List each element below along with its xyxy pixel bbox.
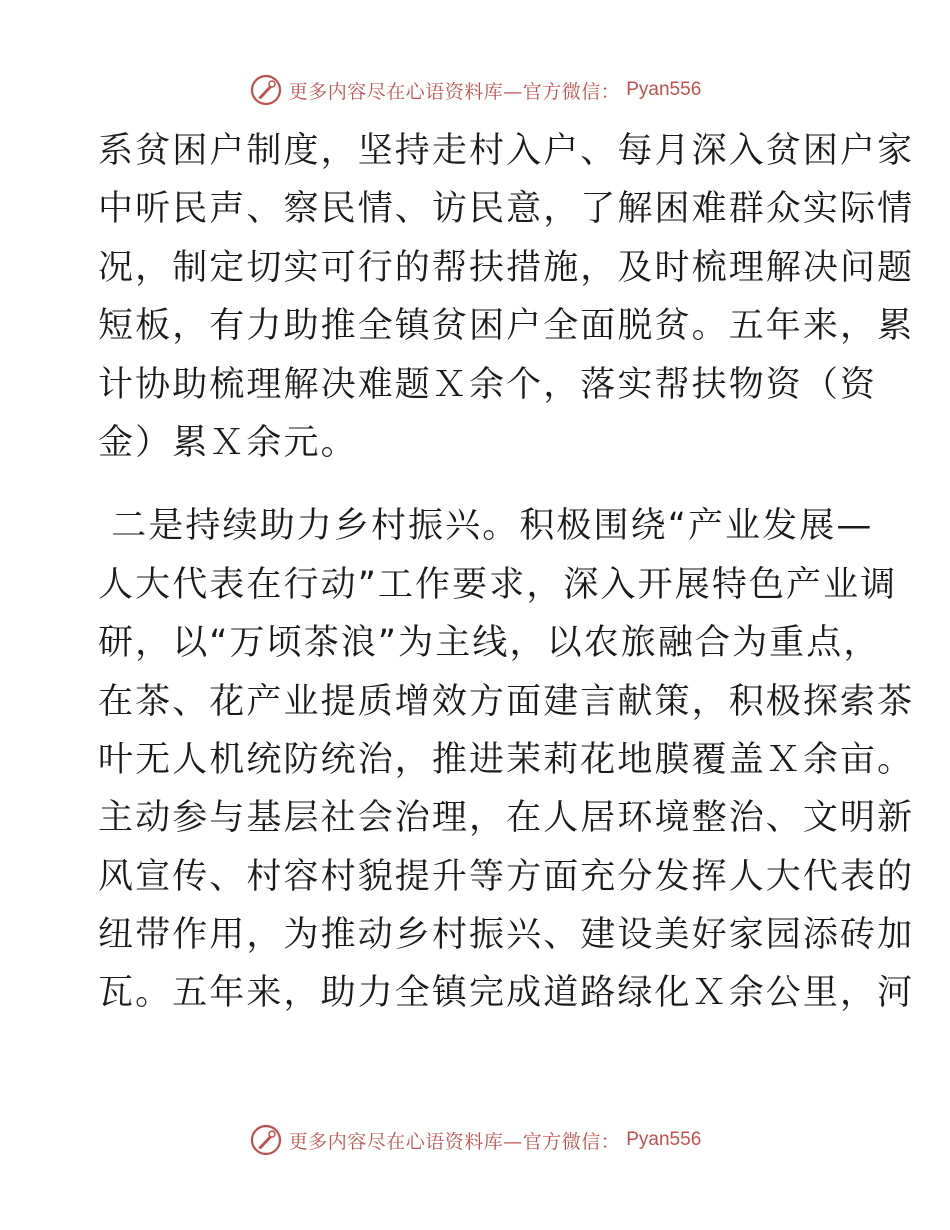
text-line: 主动参与基层社会治理，在人居环境整治、文明新 xyxy=(98,798,915,839)
quill-logo-icon xyxy=(249,73,283,107)
quill-logo-icon xyxy=(249,1123,283,1157)
paragraph-1 xyxy=(98,122,915,472)
text-line: 风宣传、村容村貌提升等方面充分发挥人大代表的 xyxy=(98,856,915,897)
text-line: 金）累Ｘ余元。 xyxy=(98,422,358,463)
watermark-brand: Pyan556 xyxy=(626,1129,702,1150)
text-line: 纽带作用，为推动乡村振兴、建设美好家园添砖加 xyxy=(98,915,915,956)
paragraph-spacer xyxy=(98,472,858,497)
text-line: 研，以“万顷茶浪”为主线，以农旅融合为重点， xyxy=(98,623,881,664)
text-line: 短板，有力助推全镇贫困户全面脱贫。五年来，累 xyxy=(98,306,915,347)
watermark-brand: Pyan556 xyxy=(626,79,702,100)
watermark-text: 更多内容尽在心语资料库—官方微信： xyxy=(288,1130,621,1153)
header-watermark xyxy=(0,70,950,110)
text-line: 系贫困户制度，坚持走村入户、每月深入贫困户家 xyxy=(98,131,915,171)
text-line: 计协助梳理解决难题Ｘ余个，落实帮扶物资（资 xyxy=(98,364,878,405)
text-line: 在茶、花产业提质增效方面建言献策，积极探索茶 xyxy=(98,681,915,722)
text-line: 叶无人机统防统治，推进茉莉花地膜覆盖Ｘ余亩。 xyxy=(98,739,915,780)
footer-watermark xyxy=(0,1120,950,1160)
document-body xyxy=(98,122,915,1023)
text-line: 人大代表在行动”工作要求，深入开展特色产业调 xyxy=(98,564,898,605)
paragraph-2 xyxy=(98,497,915,1023)
text-line: 瓦。五年来，助力全镇完成道路绿化Ｘ余公里，河 xyxy=(98,973,915,1014)
watermark-text: 更多内容尽在心语资料库—官方微信： xyxy=(288,80,621,103)
text-line: 况，制定切实可行的帮扶措施，及时梳理解决问题 xyxy=(98,247,915,288)
text-line: 二是持续助力乡村振兴。积极围绕“产业发展— xyxy=(98,506,874,547)
text-line: 中听民声、察民情、访民意，了解困难群众实际情 xyxy=(98,189,915,230)
